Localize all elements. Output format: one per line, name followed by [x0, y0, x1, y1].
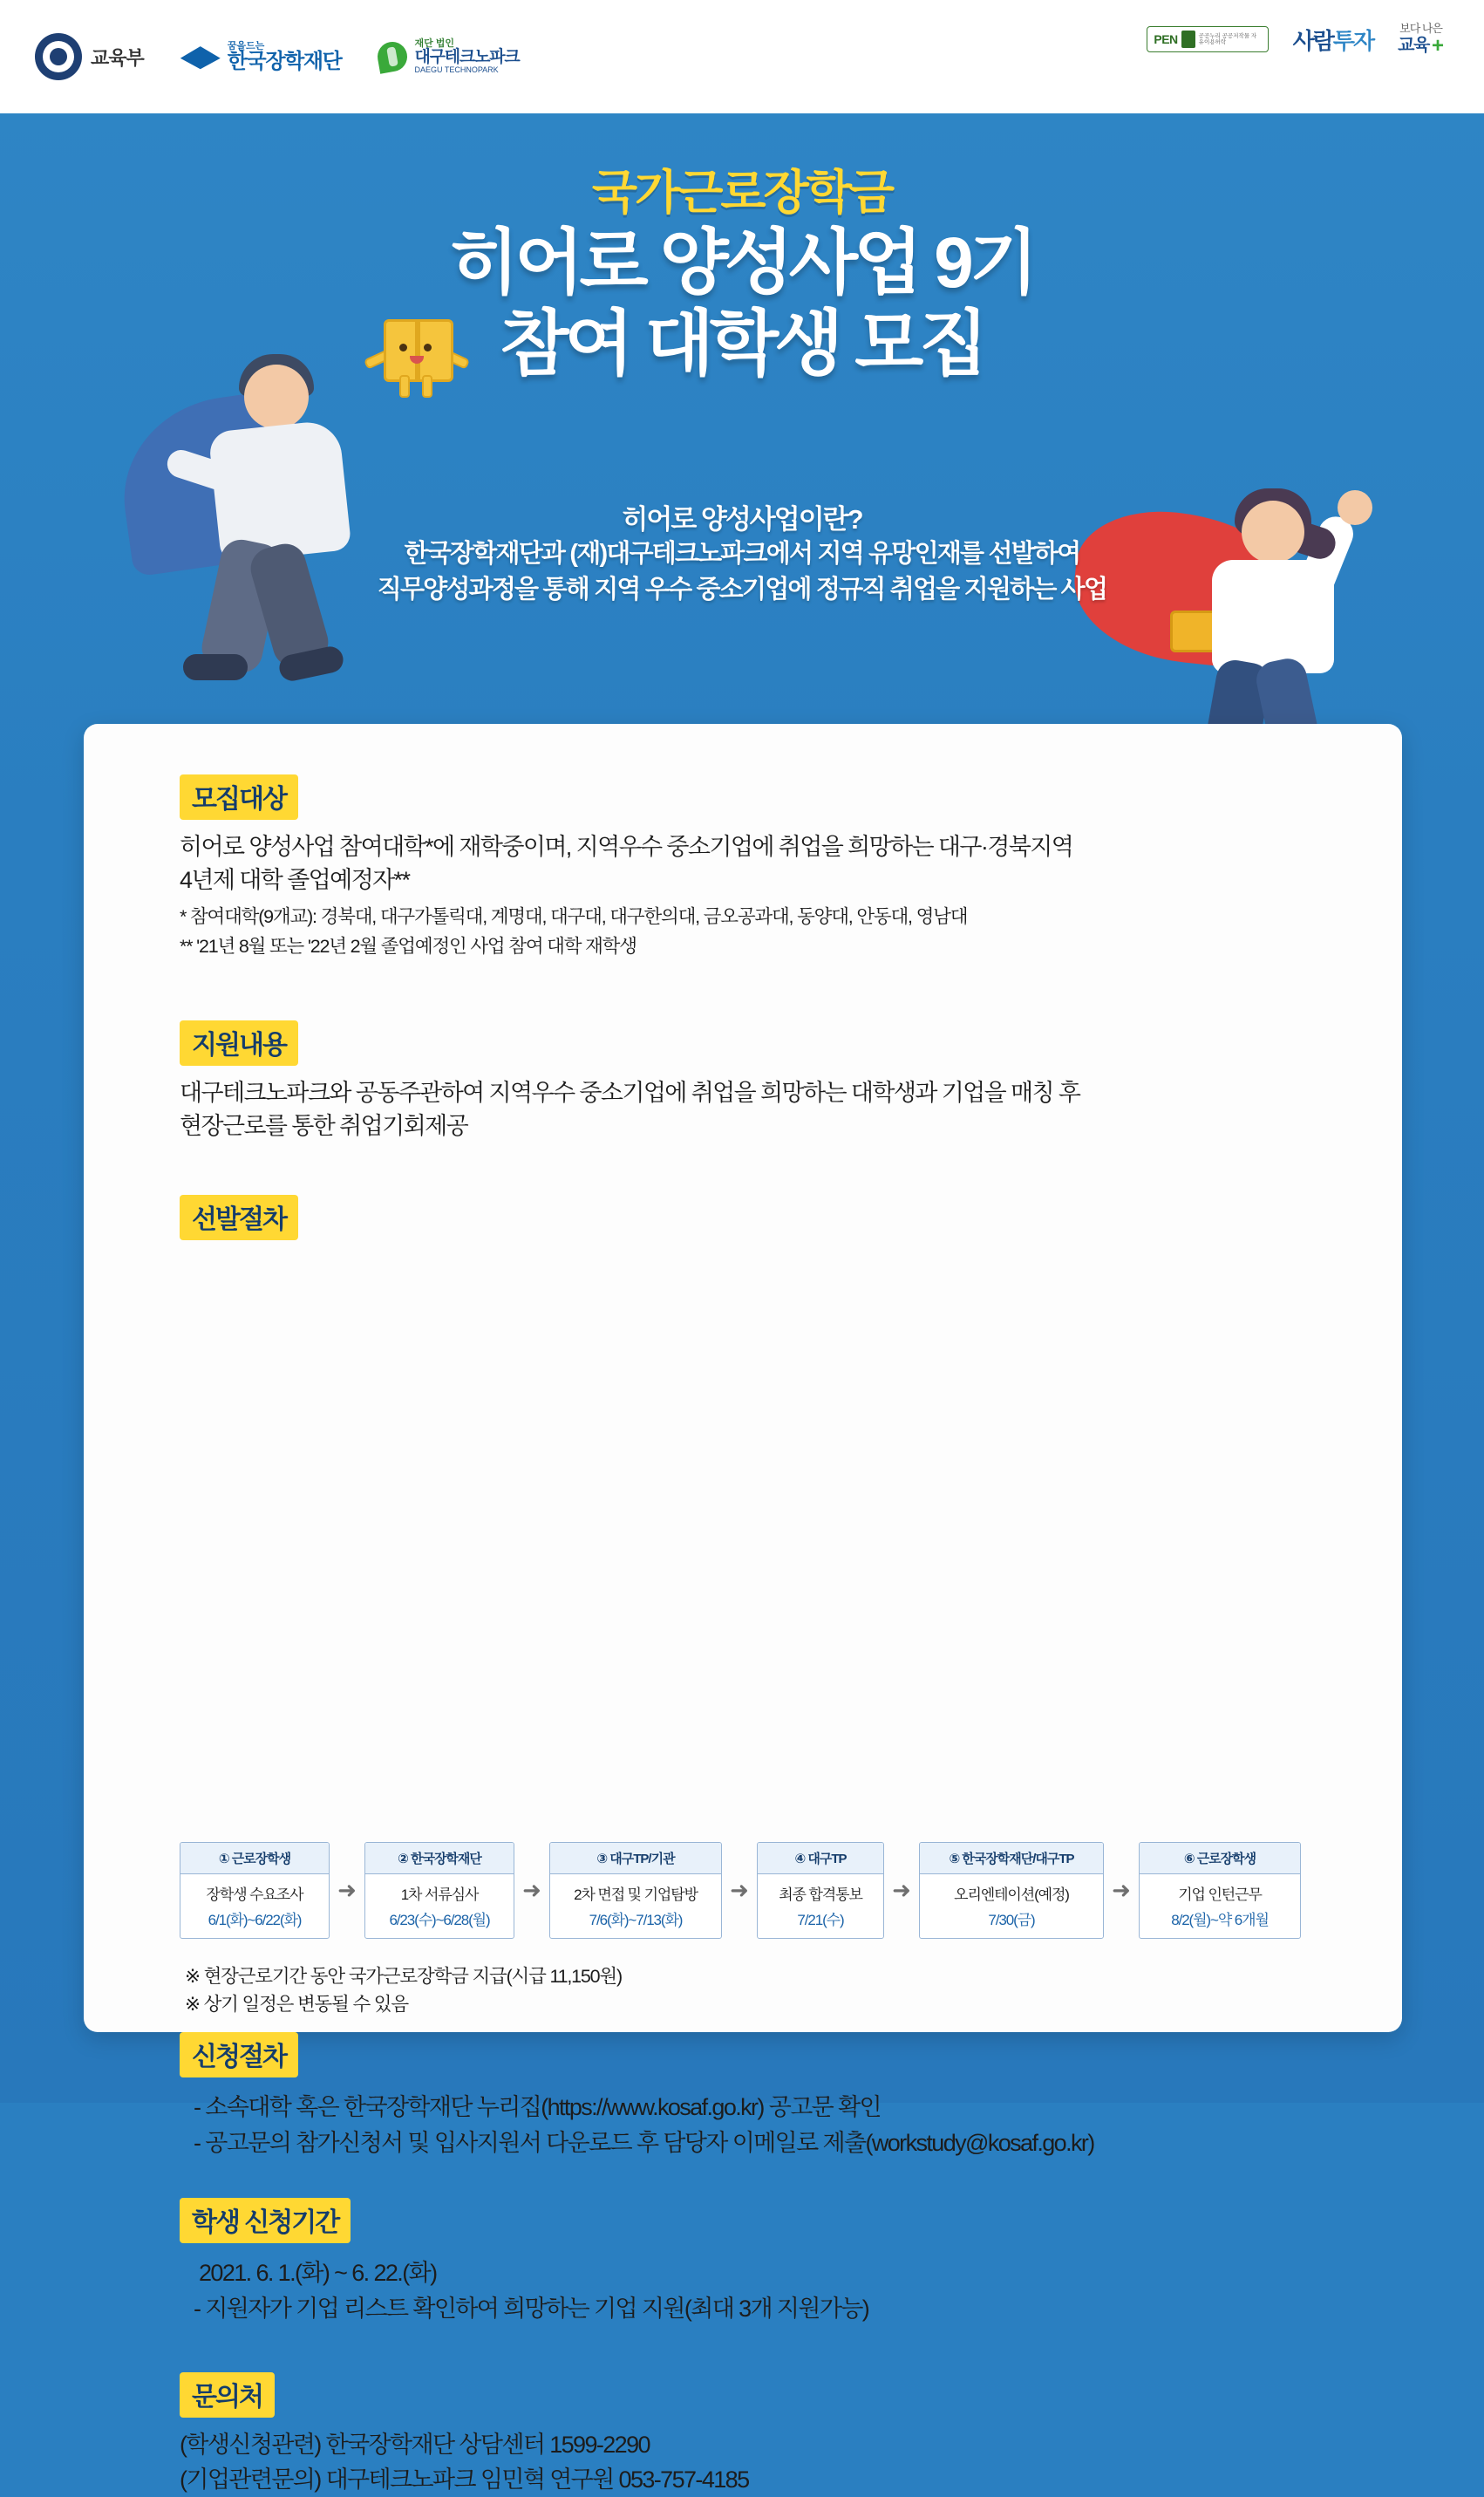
flow-step-date: 7/30(금): [988, 1912, 1035, 1928]
section-selection: [84, 1195, 1402, 1240]
invest-label-a: 사람: [1292, 27, 1333, 54]
section-support-tag: 지원내용: [180, 1020, 298, 1066]
hero-subtitle-question: 히어로 양성사업이란?: [622, 504, 862, 535]
flow-step-date: 7/6(화)~7/13(화): [589, 1912, 683, 1928]
section-period-line-2: - 지원자가 기업 리스트 확인하여 희망하는 기업 지원(최대 3개 지원가능): [194, 2295, 869, 2322]
section-period: [84, 2198, 1402, 2326]
hero-title-line-1: 히어로 양성사업 9기: [450, 223, 1034, 303]
section-support: [84, 1020, 1402, 1143]
section-period-tag: 학생 신청기간: [180, 2198, 351, 2243]
shoe-shape-1: [183, 654, 248, 680]
leaf-icon: [376, 39, 410, 73]
logo-group-left: [35, 33, 520, 80]
flow-step-head: ① 근로장학생: [180, 1843, 329, 1874]
selection-note-2: ※ 상기 일정은 변동될 수 있음: [185, 1994, 408, 2016]
kogl-open-label: PEN: [1154, 32, 1178, 47]
government-emblem-icon: [35, 33, 82, 80]
better-label-1: 보다 나은: [1399, 22, 1442, 35]
flow-step-label: 1차 서류심사: [400, 1886, 479, 1903]
flow-step: [757, 1842, 884, 1939]
logo-bar: [0, 0, 1484, 113]
arrow-right-icon: ➜: [892, 1877, 911, 1903]
graduation-cap-icon: [180, 42, 221, 72]
section-contact-line-1: (학생신청관련) 한국장학재단 상담센터 1599-2290: [180, 2432, 650, 2458]
flow-step-date: 6/1(화)~6/22(화): [208, 1912, 302, 1928]
selection-flow: [180, 1842, 1313, 1939]
section-apply: [84, 2032, 1402, 2160]
logo-group-right: [1147, 23, 1444, 57]
section-support-line-2: 현장근로를 통한 취업기회제공: [180, 1113, 468, 1140]
hero-program-badge: 국가근로장학금: [591, 167, 893, 219]
selection-note-1: ※ 현장근로기간 동안 국가근로장학금 지급(시급 11,150원): [185, 1966, 622, 1987]
section-target: [84, 774, 1402, 960]
logo-daegu-technopark: [378, 39, 519, 75]
flow-step: [364, 1842, 514, 1939]
flow-step-label: 기업 인턴근무: [1178, 1886, 1262, 1903]
hero-section: [0, 113, 1484, 724]
section-target-tag: 모집대상: [180, 774, 298, 820]
flow-step: [1139, 1842, 1301, 1939]
section-contact: [84, 2372, 1402, 2497]
invest-label-b: 투자: [1332, 27, 1374, 54]
flow-step-date: 7/21(수): [797, 1912, 844, 1928]
logo-ministry-of-education: [35, 33, 144, 80]
section-apply-line-1: - 소속대학 혹은 한국장학재단 누리집(https://www.kosaf.go.kr) 공고문 확인: [194, 2094, 882, 2120]
kogl-sub-label: 공공누리 공공저작물 자유이용허락: [1198, 33, 1257, 46]
flow-step-head: ② 한국장학재단: [365, 1843, 514, 1874]
section-support-line-1: 대구테크노파크와 공동주관하여 지역우수 중소기업에 취업을 희망하는 대학생과 기업을 매칭 후: [180, 1080, 1080, 1106]
section-target-line-2: 4년제 대학 졸업예정자**: [180, 867, 410, 894]
logo-dtp-label: 대구테크노파크: [414, 48, 520, 67]
hero-title-line-2: 참여 대학생 모집: [500, 304, 984, 385]
section-period-line-1: 2021. 6. 1.(화) ~ 6. 22.(화): [199, 2260, 437, 2286]
flow-step: [919, 1842, 1104, 1939]
section-selection-tag: 선발절차: [180, 1195, 298, 1240]
arrow-right-icon: ➜: [522, 1877, 541, 1903]
hero-subtitle-block: [0, 497, 1484, 608]
content-card: [84, 724, 1402, 2494]
plus-icon: +: [1431, 33, 1444, 58]
arrow-right-icon: ➜: [730, 1877, 749, 1903]
arrow-right-icon: ➜: [337, 1877, 357, 1903]
hero-title-block: [0, 155, 1484, 385]
hero-subtitle-line-2: 직무양성과정을 통해 지역 우수 중소기업에 정규직 취업을 지원하는 사업: [377, 576, 1107, 604]
section-target-note-1: * 참여대학(9개교): 경북대, 대구가톨릭대, 계명대, 대구대, 대구한의대, 금오공과대, 동양대, 안동대, 영남대: [180, 905, 968, 927]
hero-subtitle-line-1: 한국장학재단과 (재)대구테크노파크에서 지역 유망인재를 선발하여: [404, 540, 1080, 568]
logo-kosaf-label: 한국장학재단: [227, 49, 342, 73]
flow-step-head: ⑤ 한국장학재단/대구TP: [920, 1843, 1103, 1874]
flow-step-label: 장학생 수요조사: [206, 1886, 303, 1903]
section-apply-line-2: - 공고문의 참가신청서 및 입사지원서 다운로드 후 담당자 이메일로 제출(workstudy@kosaf.go.kr): [194, 2129, 1094, 2156]
flow-step-label: 오리엔테이션(예정): [954, 1886, 1069, 1903]
logo-dtp-foundation-label: 재단 법인: [414, 38, 455, 49]
logo-ministry-label: 교육부: [91, 46, 144, 69]
logo-kosaf: [174, 38, 349, 76]
flow-step-head: ④ 대구TP: [758, 1843, 883, 1874]
flow-step: [549, 1842, 722, 1939]
logo-dtp-label-en: DAEGU TECHNOPARK: [414, 65, 499, 75]
logo-kosaf-slogan: 꿈을드는: [227, 40, 265, 51]
section-contact-tag: 문의처: [180, 2372, 275, 2418]
logo-people-investment: [1293, 24, 1373, 56]
section-target-note-2: ** '21년 8월 또는 '22년 2월 졸업예정인 사업 참여 대학 재학생: [180, 935, 636, 957]
section-contact-line-2: (기업관련문의) 대구테크노파크 임민혁 연구원 053-757-4185: [180, 2466, 749, 2494]
flow-step: [180, 1842, 330, 1939]
flow-step-label: 2차 면접 및 기업탐방: [574, 1886, 698, 1903]
section-apply-tag: 신청절차: [180, 2032, 298, 2077]
flow-step-date: 6/23(수)~6/28(월): [389, 1912, 490, 1928]
arrow-right-icon: ➜: [1112, 1877, 1131, 1903]
flow-step-label: 최종 합격통보: [779, 1886, 862, 1903]
flow-step-head: ③ 대구TP/기관: [550, 1843, 721, 1874]
logo-kogl-open: [1147, 26, 1268, 52]
flow-step-date: 8/2(월)~약 6개월: [1171, 1912, 1269, 1928]
kogl-mark-icon: [1181, 31, 1195, 48]
flow-step-head: ⑥ 근로장학생: [1140, 1843, 1300, 1874]
logo-better-education: [1398, 23, 1444, 57]
selection-notes: [185, 1962, 622, 2019]
better-label-2: 교육: [1398, 35, 1429, 55]
section-target-line-1: 히어로 양성사업 참여대학*에 재학중이며, 지역우수 중소기업에 취업을 희망하는 대구·경북지역: [180, 834, 1073, 860]
